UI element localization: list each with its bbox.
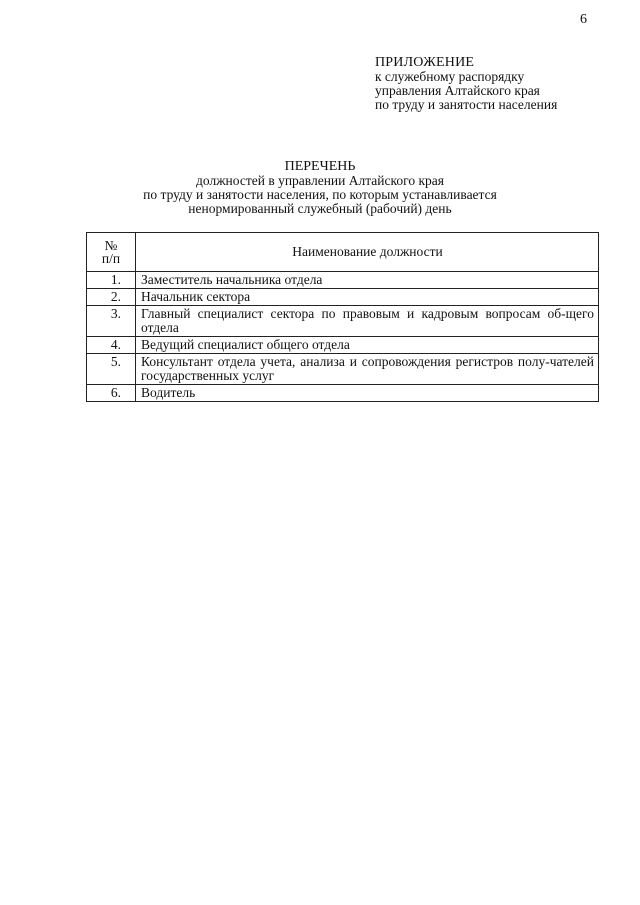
row-number: 2. (87, 289, 136, 306)
appendix-line: управления Алтайского края (375, 83, 540, 98)
table-row (87, 289, 599, 306)
row-number: 5. (87, 354, 136, 385)
document-heading (0, 160, 640, 216)
position-name: Консультант отдела учета, анализа и сопровождения регистров полу-чателей государственных услуг (136, 354, 599, 385)
number-header-abbrev: п/п (101, 251, 121, 266)
number-column-header (87, 233, 136, 272)
document-title: ПЕРЕЧЕНЬ (284, 159, 356, 174)
table-row (87, 337, 599, 354)
position-name: Заместитель начальника отдела (136, 272, 599, 289)
document-subtitle-line: должностей в управлении Алтайского края (196, 173, 444, 188)
number-header-symbol: № (104, 238, 118, 253)
position-name: Главный специалист сектора по правовым и кадровым вопросам об-щего отдела (136, 306, 599, 337)
appendix-line: к служебному распорядку (375, 69, 525, 84)
position-name: Водитель (136, 385, 599, 402)
table-row (87, 385, 599, 402)
position-name: Начальник сектора (136, 289, 599, 306)
positions-table (86, 232, 599, 402)
name-column-header: Наименование должности (136, 233, 599, 272)
document-subtitle-line: ненормированный служебный (рабочий) день (188, 201, 452, 216)
row-number: 3. (87, 306, 136, 337)
appendix-title: ПРИЛОЖЕНИЕ (375, 55, 475, 70)
row-number: 4. (87, 337, 136, 354)
table-row (87, 306, 599, 337)
position-name: Ведущий специалист общего отдела (136, 337, 599, 354)
appendix-block (375, 56, 557, 112)
appendix-line: по труду и занятости населения (375, 97, 558, 112)
table-header-row (87, 233, 599, 272)
table-row (87, 354, 599, 385)
row-number: 1. (87, 272, 136, 289)
table-row (87, 272, 599, 289)
row-number: 6. (87, 385, 136, 402)
page-number: 6 (580, 12, 587, 27)
document-subtitle-line: по труду и занятости населения, по которым устанавливается (143, 187, 497, 202)
